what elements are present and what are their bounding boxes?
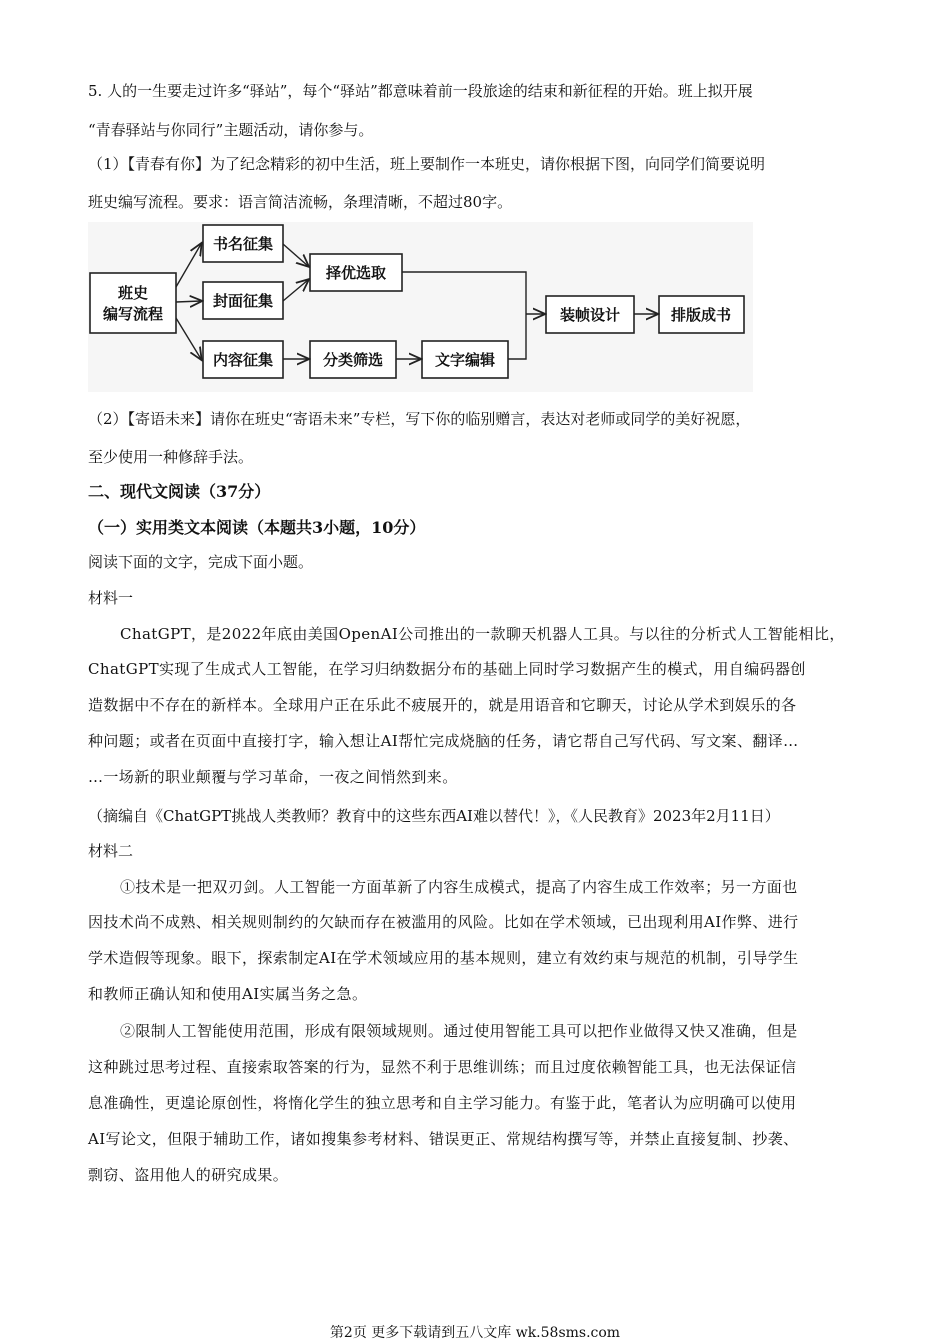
flow-start-label-2: 编写流程 (102, 305, 164, 323)
material-one-line2: ChatGPT实现了生成式人工智能，在学习归纳数据分布的基础上同时学习数据产生的模式，用自编码器创 (88, 660, 806, 678)
q5-part1-line2: 班史编写流程。要求：语言简洁流畅，条理清晰，不超过80字。 (88, 193, 513, 211)
q5-intro-line2: “青春驿站与你同行”主题活动，请你参与。 (88, 121, 374, 139)
q5-part2-line2: 至少使用一种修辞手法。 (88, 448, 254, 466)
material-two-p2-line5: 剽窃、盗用他人的研究成果。 (88, 1166, 289, 1184)
flow-box-start (90, 273, 176, 333)
material-two-p2-line2: 这种跳过思考过程、直接索取答案的行为，显然不利于思维训练；而且过度依赖智能工具，也无法保证信 (88, 1058, 797, 1076)
material-two-p2-line4: AI写论文，但限于辅助工作，诸如搜集参考材料、错误更正、常规结构撰写等，并禁止直接复制、抄袭、 (88, 1130, 799, 1148)
material-two-p1-line2: 因技术尚不成熟、相关规则制约的欠缺而存在被滥用的风险。比如在学术领域，已出现利用AI作弊、进行 (88, 913, 799, 931)
reading-instruction: 阅读下面的文字，完成下面小题。 (88, 553, 314, 571)
class-history-flowchart (88, 222, 753, 392)
q5-part1-line1: （1）【青春有你】为了纪念精彩的初中生活，班上要制作一本班史，请你根据下图，向同学们简要说明 (88, 155, 766, 173)
flow-binding-label: 装帧设计 (559, 306, 621, 324)
material-two-p1-line1: ①技术是一把双刃剑。人工智能一方面革新了内容生成模式，提高了内容生成工作效率；另一方面也 (120, 878, 798, 896)
flow-select-label: 择优选取 (325, 264, 387, 282)
flow-book-name-label: 书名征集 (212, 235, 274, 253)
material-one-line4: 种问题；或者在页面中直接打字，输入想让AI帮忙完成烧脑的任务，请它帮自己写代码、写文案、翻译… (88, 732, 799, 750)
subsection-title: （一）实用类文本阅读（本题共3小题，10分） (88, 518, 426, 537)
material-two-p1-line3: 学术造假等现象。眼下，探索制定AI在学术领域应用的基本规则，建立有效约束与规范的机制，引导学生 (88, 949, 799, 967)
flow-layout-label: 排版成书 (670, 306, 732, 324)
q5-part2-line1: （2）【寄语未来】请你在班史“寄语未来”专栏，写下你的临别赠言，表达对老师或同学的美好祝愿， (88, 410, 751, 428)
flow-cover-label: 封面征集 (212, 292, 274, 310)
flow-content-label: 内容征集 (212, 351, 274, 369)
section-title: 二、现代文阅读（37分） (88, 482, 271, 501)
q5-intro-line1: 5. 人的一生要走过许多“驿站”，每个“驿站”都意味着前一段旅途的结束和新征程的开始。班上拟开展 (88, 82, 753, 100)
material-two-p2-line3: 息准确性，更遑论原创性，将惰化学生的独立思考和自主学习能力。有鉴于此，笔者认为应明确可以使用 (88, 1094, 797, 1112)
material-two-p2-line1: ②限制人工智能使用范围，形成有限领域规则。通过使用智能工具可以把作业做得又快又准确，但是 (120, 1022, 798, 1040)
page-footer: 第2页 更多下载请到五八文库 wk.58sms.com (329, 1325, 621, 1341)
flow-edit-label: 文字编辑 (434, 351, 496, 369)
material-one-line1: ChatGPT，是2022年底由美国OpenAI公司推出的一款聊天机器人工具。与以往的分析式人工智能相比， (120, 625, 845, 643)
material-one-source: （摘编自《ChatGPT挑战人类教师？教育中的这些东西AI难以替代！》，《人民教育》2023年2月11日） (88, 807, 780, 825)
material-one-line5: …一场新的职业颠覆与学习革命，一夜之间悄然到来。 (88, 768, 458, 786)
material-one-line3: 造数据中不存在的新样本。全球用户正在乐此不疲展开的，就是用语音和它聊天，讨论从学术到娱乐的各 (88, 696, 797, 714)
material-two-label: 材料二 (88, 842, 134, 860)
flow-start-label-1: 班史 (117, 284, 149, 302)
material-one-label: 材料一 (88, 589, 134, 607)
flow-classify-label: 分类筛选 (322, 351, 384, 369)
material-two-p1-line4: 和教师正确认知和使用AI实属当务之急。 (88, 985, 368, 1003)
